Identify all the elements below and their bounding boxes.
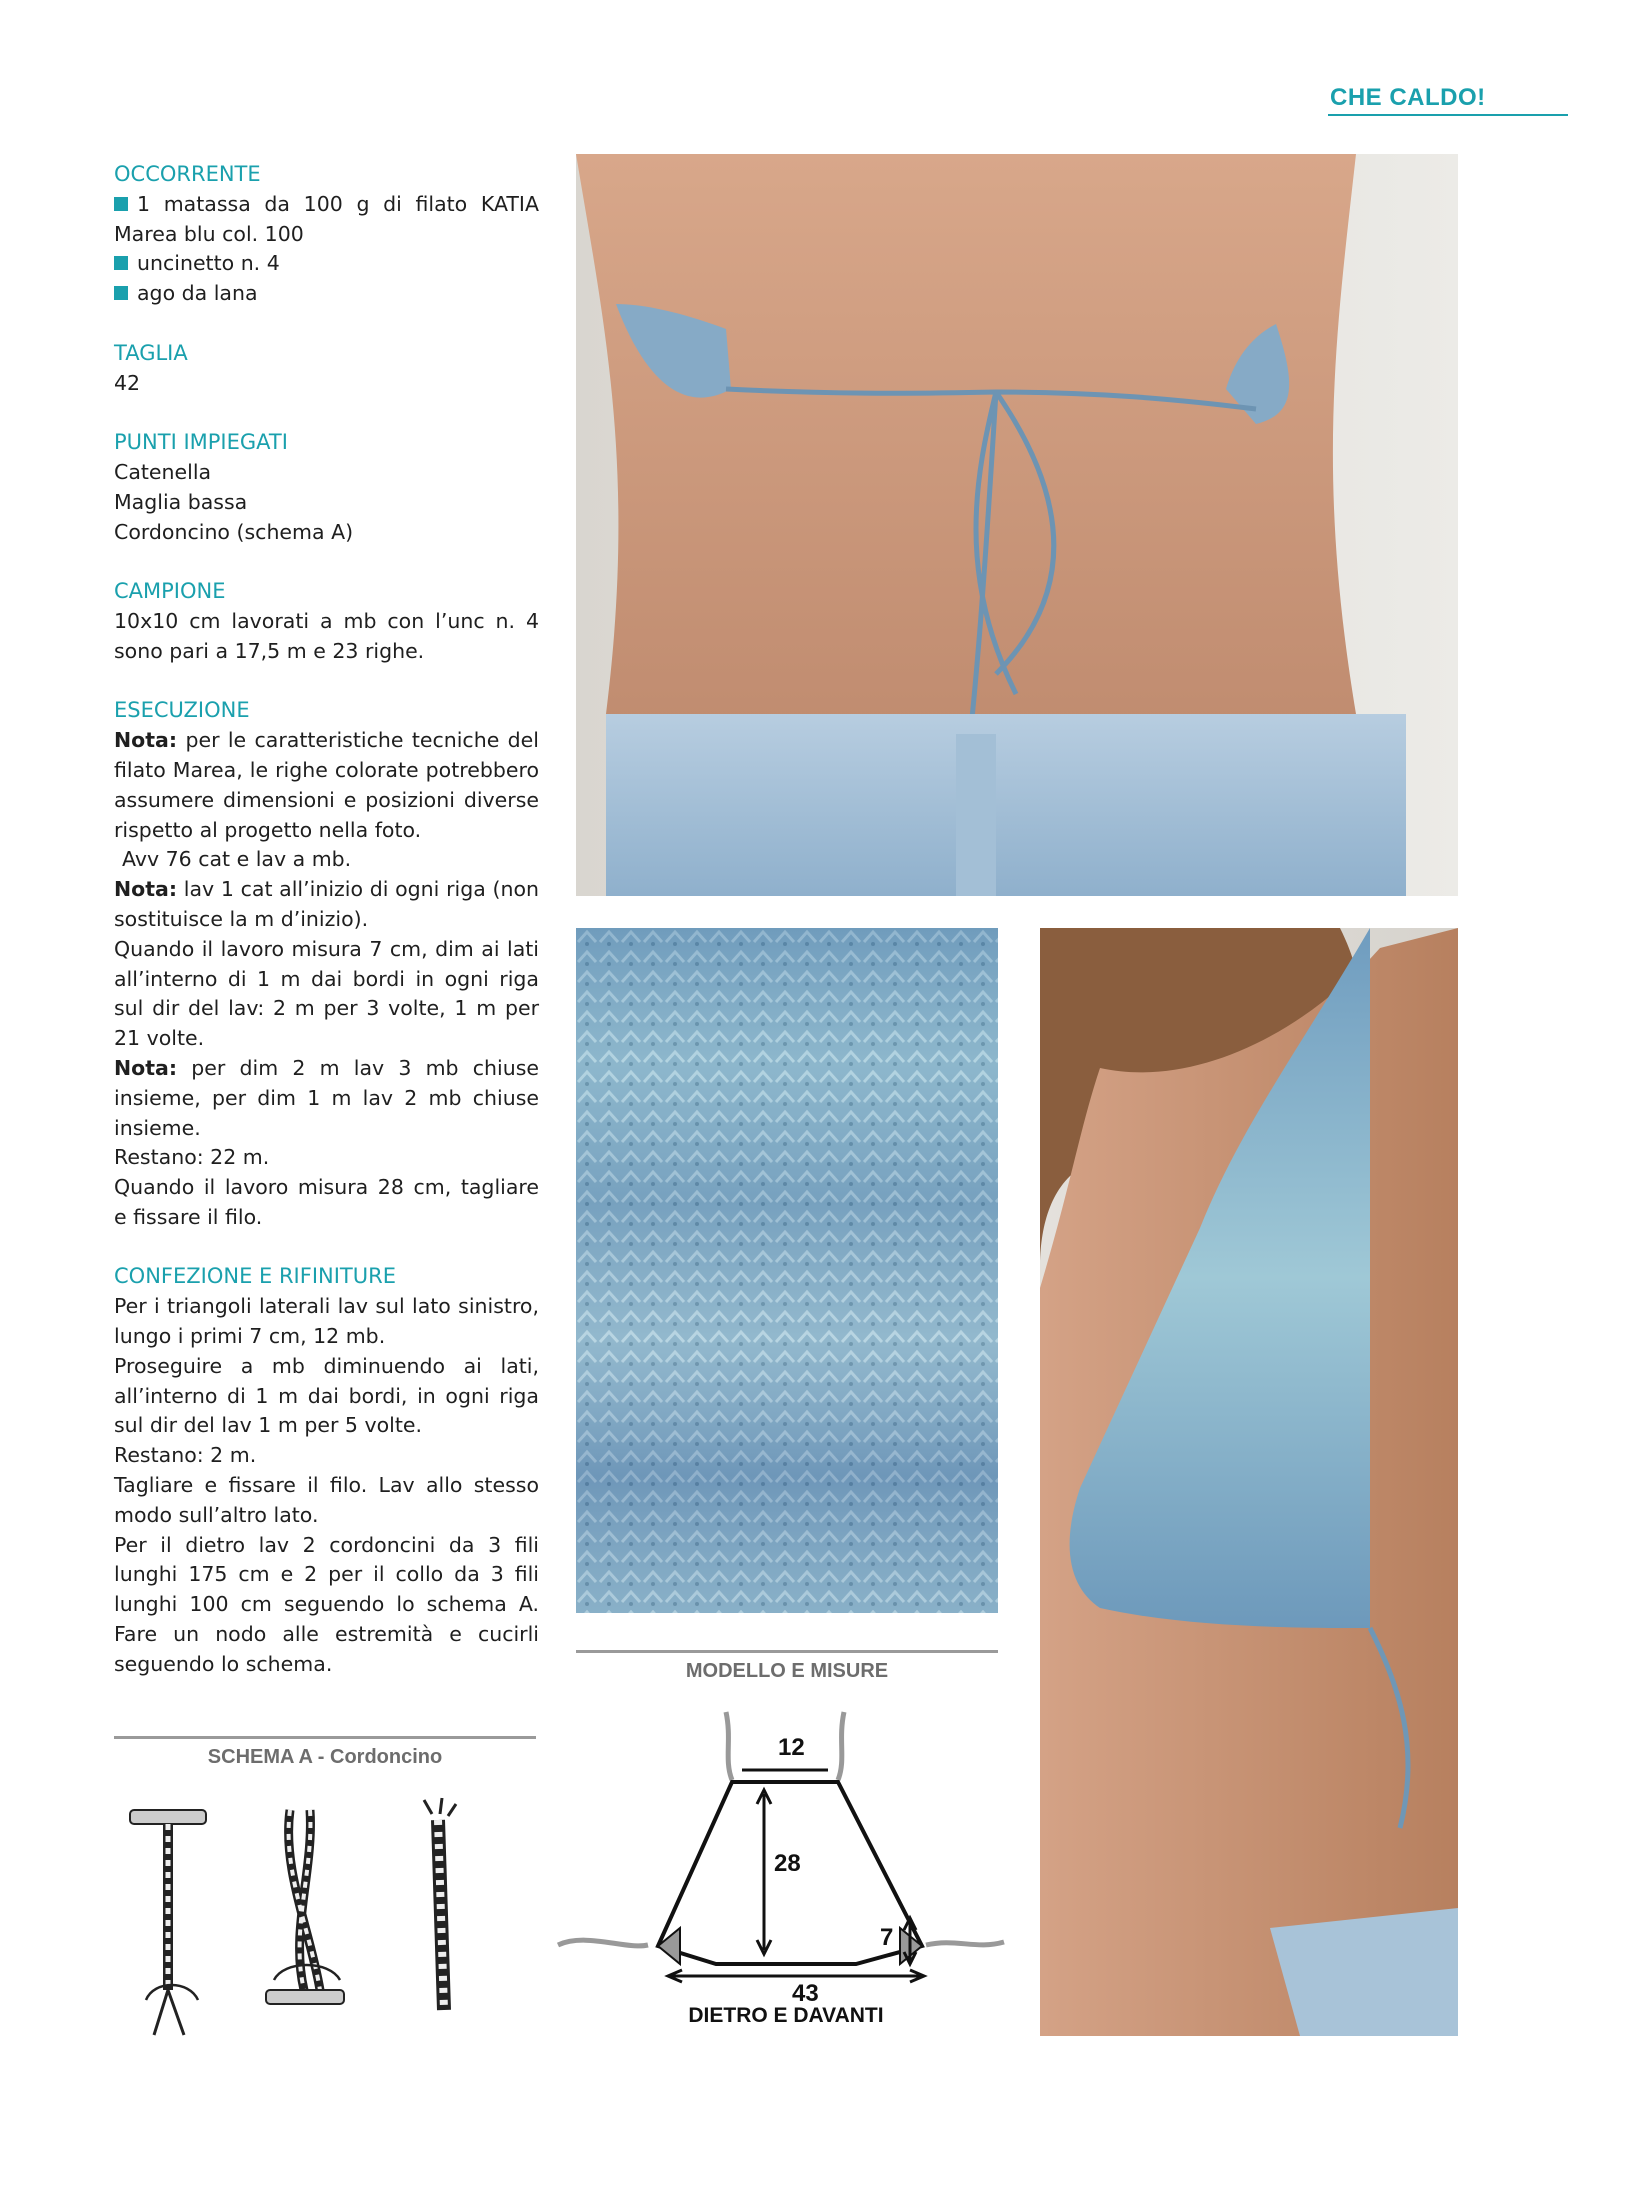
list-item: uncinetto n. 4 [114,249,539,279]
instruction-paragraph: Proseguire a mb diminuendo ai lati, all’interno di 1 m dai bordi, in ogni riga sul dir del lav 1 m per 5 volte. [114,1353,539,1438]
instruction-paragraph: Quando il lavoro misura 28 cm, tagliare e fissare il filo. [114,1175,539,1229]
list-item: Cordoncino (schema A) [114,519,354,544]
section-campione [114,577,539,666]
instruction-paragraph: Per il dietro lav 2 cordoncini da 3 fili lunghi 175 cm e 2 per il collo da 3 fili lunghi 100 cm seguendo lo schema A. Fare un nodo alle estremità e cucirli seguendo lo schema. [114,1532,539,1676]
dim-base-label: 43 [792,1980,819,2007]
section-taglia [114,339,539,399]
instruction-line: Avv 76 cat e lav a mb. [122,847,352,872]
stitch-texture-photo [576,928,998,1613]
size-value: 42 [114,370,141,395]
bullet-square-icon [114,286,128,300]
schema-rule [114,1736,536,1739]
cord-step-1-icon [130,1810,206,2035]
schema-a-title: SCHEMA A - Cordoncino [207,1746,443,1768]
dim-height-label: 28 [774,1850,801,1877]
instruction-paragraph: Tagliare e fissare il filo. Lav allo stesso modo sull’altro lato. [114,1473,539,1527]
diagram-caption: DIETRO E DAVANTI [688,2004,884,2027]
measurement-diagram [556,1700,1006,2030]
section-label: CHE CALDO! [1330,84,1486,111]
back-view-photo [576,154,1458,896]
side-view-photo [1040,928,1458,2036]
section-title-confezione: CONFEZIONE E RIFINITURE [114,1264,396,1289]
section-title-punti: PUNTI IMPIEGATI [114,430,288,455]
section-esecuzione [114,696,539,1232]
list-item: ago da lana [114,279,539,309]
section-title-taglia: TAGLIA [114,340,188,365]
list-item: Catenella [114,459,212,484]
section-title-occorrente: OCCORRENTE [114,162,261,186]
note-paragraph: Nota: lav 1 cat all’inizio di ogni riga (non sostituisce la m d’inizio). [114,877,539,931]
gauge-text: 10x10 cm lavorati a mb con l’unc n. 4 sono pari a 17,5 m e 23 righe. [114,608,539,663]
cord-step-2-icon [266,1810,344,2004]
instruction-line: Restano: 22 m. [114,1145,270,1170]
section-title-esecuzione: ESECUZIONE [114,698,250,723]
section-title-campione: CAMPIONE [114,579,226,604]
modello-title: MODELLO E MISURE [685,1660,889,1682]
header-rule [1328,114,1568,116]
note-paragraph: Nota: per le caratteristiche tecniche del filato Marea, le righe colorate potrebbero assumere dimensioni e posizioni diverse rispetto al progetto nella foto. [114,728,539,842]
note-paragraph: Nota: per dim 2 m lav 3 mb chiuse insieme, per dim 1 m lav 2 mb chiuse insieme. [114,1055,539,1140]
section-confezione [114,1262,539,1679]
cord-diagram [114,1790,536,2040]
instruction-line: Restano: 2 m. [114,1443,257,1468]
cord-step-3-icon [424,1798,456,2010]
instructions-column [114,160,539,1709]
section-occorrente [114,160,539,309]
dim-side-label: 7 [880,1924,894,1951]
list-item: 1 matassa da 100 g di filato KATIA Marea blu col. 100 [114,191,539,246]
list-item: Maglia bassa [114,489,248,514]
bullet-square-icon [114,256,128,270]
bullet-square-icon [114,197,128,211]
instruction-paragraph: Quando il lavoro misura 7 cm, dim ai lati all’interno di 1 m dai bordi in ogni riga sul dir del lav: 2 m per 3 volte, 1 m per 21 volte. [114,936,539,1051]
dim-top-label: 12 [778,1734,805,1761]
section-punti [114,428,539,547]
instruction-paragraph: Per i triangoli laterali lav sul lato sinistro, lungo i primi 7 cm, 12 mb. [114,1294,539,1349]
modello-rule [576,1650,998,1653]
